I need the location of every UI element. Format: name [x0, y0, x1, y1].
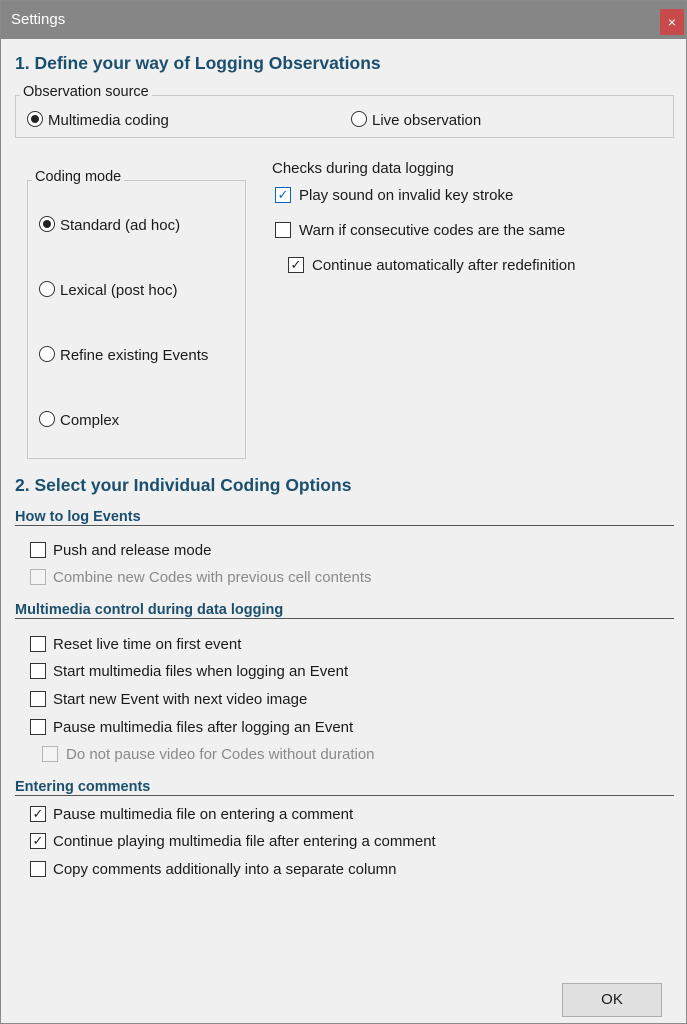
- warn-consecutive-checkbox[interactable]: [275, 222, 291, 238]
- checkmark-icon: ✓: [32, 833, 44, 848]
- section1-heading: 1. Define your way of Logging Observations: [15, 53, 381, 73]
- standard-ad-hoc-radio[interactable]: [39, 216, 55, 232]
- push-release-label[interactable]: Push and release mode: [53, 542, 212, 559]
- title-bar[interactable]: [1, 1, 686, 39]
- how-to-log-heading: How to log Events: [15, 509, 141, 525]
- observation-source-legend: Observation source: [20, 84, 152, 100]
- close-button[interactable]: [660, 9, 684, 35]
- pause-on-comment-label[interactable]: Pause multimedia file on entering a comment: [53, 806, 354, 823]
- section2-heading: 2. Select your Individual Coding Options: [15, 475, 352, 495]
- warn-consecutive-label[interactable]: Warn if consecutive codes are the same: [299, 222, 566, 239]
- multimedia-control-heading: Multimedia control during data logging: [15, 602, 284, 618]
- start-multimedia-checkbox[interactable]: [30, 663, 46, 679]
- reset-live-time-label[interactable]: Reset live time on first event: [53, 636, 242, 653]
- complex-radio[interactable]: [39, 411, 55, 427]
- start-multimedia-label[interactable]: Start multimedia files when logging an Event: [53, 663, 349, 680]
- pause-multimedia-label[interactable]: Pause multimedia files after logging an Event: [53, 719, 354, 736]
- checkmark-icon: ✓: [290, 257, 302, 272]
- checkmark-icon: ✓: [277, 187, 289, 202]
- play-sound-checkbox[interactable]: [275, 187, 291, 203]
- continue-playing-label[interactable]: Continue playing multimedia file after entering a comment: [53, 833, 436, 850]
- do-not-pause-label[interactable]: Do not pause video for Codes without duration: [66, 746, 375, 763]
- reset-live-time-checkbox[interactable]: [30, 636, 46, 652]
- ok-button[interactable]: OK: [562, 983, 662, 1017]
- copy-comments-checkbox[interactable]: [30, 861, 46, 877]
- coding-mode-legend: Coding mode: [32, 169, 124, 185]
- entering-comments-divider: [15, 795, 674, 796]
- continue-automatically-label[interactable]: Continue automatically after redefinition: [312, 257, 576, 274]
- continue-playing-checkbox[interactable]: [30, 833, 46, 849]
- window-title: Settings: [11, 11, 66, 28]
- checkmark-icon: ✓: [32, 806, 44, 821]
- multimedia-control-divider: [15, 618, 674, 619]
- lexical-post-hoc-label[interactable]: Lexical (post hoc): [60, 282, 178, 299]
- complex-label[interactable]: Complex: [60, 412, 120, 429]
- live-observation-label[interactable]: Live observation: [372, 112, 482, 129]
- start-new-event-label[interactable]: Start new Event with next video image: [53, 691, 308, 708]
- continue-automatically-checkbox[interactable]: [288, 257, 304, 273]
- live-observation-radio[interactable]: [351, 111, 367, 127]
- how-to-log-divider: [15, 525, 674, 526]
- play-sound-label[interactable]: Play sound on invalid key stroke: [299, 187, 514, 204]
- push-release-checkbox[interactable]: [30, 542, 46, 558]
- do-not-pause-checkbox[interactable]: [42, 746, 58, 762]
- multimedia-coding-label[interactable]: Multimedia coding: [48, 112, 169, 129]
- close-icon: ×: [667, 14, 677, 30]
- pause-on-comment-checkbox[interactable]: [30, 806, 46, 822]
- refine-existing-events-radio[interactable]: [39, 346, 55, 362]
- combine-codes-checkbox[interactable]: [30, 569, 46, 585]
- lexical-post-hoc-radio[interactable]: [39, 281, 55, 297]
- refine-existing-events-label[interactable]: Refine existing Events: [60, 347, 209, 364]
- checks-heading: Checks during data logging: [272, 160, 454, 177]
- entering-comments-heading: Entering comments: [15, 779, 151, 795]
- start-new-event-checkbox[interactable]: [30, 691, 46, 707]
- standard-ad-hoc-label[interactable]: Standard (ad hoc): [60, 217, 181, 234]
- copy-comments-label[interactable]: Copy comments additionally into a separate column: [53, 861, 397, 878]
- combine-codes-label[interactable]: Combine new Codes with previous cell contents: [53, 569, 372, 586]
- pause-multimedia-checkbox[interactable]: [30, 719, 46, 735]
- multimedia-coding-radio[interactable]: [27, 111, 43, 127]
